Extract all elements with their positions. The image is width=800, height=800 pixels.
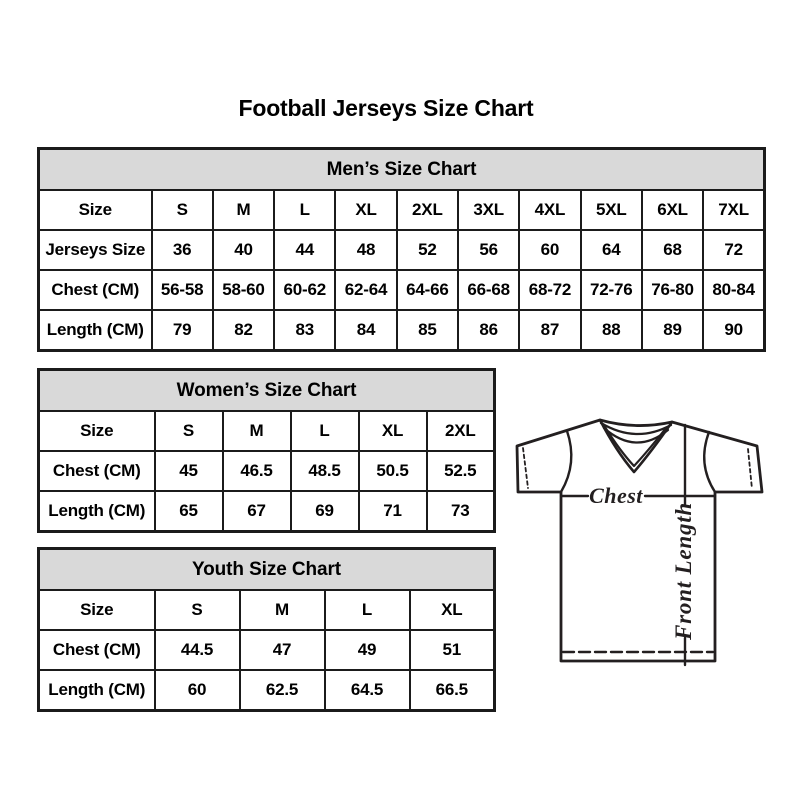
womens-value-cell: 50.5 — [359, 451, 427, 491]
womens-table-title: Women’s Size Chart — [39, 370, 495, 412]
mens-value-cell: 88 — [581, 310, 642, 351]
mens-table-row — [39, 310, 765, 351]
mens-value-cell: 56 — [458, 230, 519, 270]
mens-value-cell: 80-84 — [703, 270, 764, 310]
chest-label: Chest — [589, 483, 643, 508]
youth-row-label: Length (CM) — [39, 670, 155, 711]
mens-value-cell: 5XL — [581, 190, 642, 230]
mens-value-cell: 79 — [152, 310, 213, 351]
youth-value-cell: 47 — [240, 630, 325, 670]
youth-value-cell: M — [240, 590, 325, 630]
mens-table-title: Men’s Size Chart — [39, 149, 765, 191]
mens-value-cell: 86 — [458, 310, 519, 351]
mens-value-cell: 52 — [397, 230, 458, 270]
womens-row-label: Length (CM) — [39, 491, 155, 532]
mens-value-cell: 6XL — [642, 190, 703, 230]
youth-table-row — [39, 630, 495, 670]
mens-value-cell: 76-80 — [642, 270, 703, 310]
mens-value-cell: 68 — [642, 230, 703, 270]
mens-table-row — [39, 190, 765, 230]
youth-row-label: Chest (CM) — [39, 630, 155, 670]
mens-value-cell: 66-68 — [458, 270, 519, 310]
jersey-diagram-svg — [510, 416, 770, 670]
womens-value-cell: 65 — [155, 491, 223, 532]
womens-table-row — [39, 411, 495, 451]
mens-value-cell: 2XL — [397, 190, 458, 230]
mens-value-cell: 82 — [213, 310, 274, 351]
womens-value-cell: XL — [359, 411, 427, 451]
youth-value-cell: 51 — [410, 630, 495, 670]
youth-value-cell: 62.5 — [240, 670, 325, 711]
womens-row-label: Chest (CM) — [39, 451, 155, 491]
mens-value-cell: 48 — [335, 230, 396, 270]
womens-size-table — [37, 368, 496, 533]
mens-value-cell: 3XL — [458, 190, 519, 230]
mens-value-cell: 84 — [335, 310, 396, 351]
jersey-measurement-diagram — [510, 416, 770, 670]
mens-value-cell: 7XL — [703, 190, 764, 230]
mens-value-cell: 83 — [274, 310, 335, 351]
youth-value-cell: 66.5 — [410, 670, 495, 711]
womens-value-cell: 67 — [223, 491, 291, 532]
youth-value-cell: L — [325, 590, 410, 630]
mens-value-cell: 85 — [397, 310, 458, 351]
mens-value-cell: 64-66 — [397, 270, 458, 310]
youth-value-cell: XL — [410, 590, 495, 630]
mens-value-cell: 4XL — [519, 190, 580, 230]
womens-value-cell: 73 — [427, 491, 495, 532]
womens-table-row — [39, 491, 495, 532]
mens-value-cell: 72-76 — [581, 270, 642, 310]
front-length-label: Front Length — [671, 501, 696, 641]
mens-value-cell: 40 — [213, 230, 274, 270]
youth-value-cell: 64.5 — [325, 670, 410, 711]
womens-value-cell: 45 — [155, 451, 223, 491]
womens-value-cell: L — [291, 411, 359, 451]
womens-row-label: Size — [39, 411, 155, 451]
womens-value-cell: 2XL — [427, 411, 495, 451]
mens-row-label: Length (CM) — [39, 310, 152, 351]
mens-value-cell: S — [152, 190, 213, 230]
jersey-outline — [517, 420, 762, 661]
mens-value-cell: 72 — [703, 230, 764, 270]
womens-table-row — [39, 451, 495, 491]
youth-value-cell: S — [155, 590, 240, 630]
mens-value-cell: 62-64 — [335, 270, 396, 310]
youth-row-label: Size — [39, 590, 155, 630]
womens-value-cell: 52.5 — [427, 451, 495, 491]
mens-value-cell: 68-72 — [519, 270, 580, 310]
mens-row-label: Chest (CM) — [39, 270, 152, 310]
mens-table-row — [39, 270, 765, 310]
mens-value-cell: 87 — [519, 310, 580, 351]
mens-size-chart-section — [37, 147, 766, 352]
mens-value-cell: 56-58 — [152, 270, 213, 310]
mens-value-cell: 60 — [519, 230, 580, 270]
mens-size-table — [37, 147, 766, 352]
youth-table-row — [39, 670, 495, 711]
womens-value-cell: 71 — [359, 491, 427, 532]
mens-value-cell: 60-62 — [274, 270, 335, 310]
womens-value-cell: 69 — [291, 491, 359, 532]
mens-row-label: Jerseys Size — [39, 230, 152, 270]
youth-value-cell: 44.5 — [155, 630, 240, 670]
mens-value-cell: 36 — [152, 230, 213, 270]
mens-value-cell: XL — [335, 190, 396, 230]
mens-value-cell: 89 — [642, 310, 703, 351]
womens-size-chart-section — [37, 368, 496, 533]
womens-value-cell: M — [223, 411, 291, 451]
mens-value-cell: 44 — [274, 230, 335, 270]
womens-value-cell: 48.5 — [291, 451, 359, 491]
womens-value-cell: S — [155, 411, 223, 451]
mens-value-cell: 64 — [581, 230, 642, 270]
youth-size-table — [37, 547, 496, 712]
mens-row-label: Size — [39, 190, 152, 230]
youth-table-title: Youth Size Chart — [39, 549, 495, 591]
page-title: Football Jerseys Size Chart — [238, 95, 534, 121]
youth-table-row — [39, 590, 495, 630]
mens-value-cell: 58-60 — [213, 270, 274, 310]
womens-value-cell: 46.5 — [223, 451, 291, 491]
mens-table-row — [39, 230, 765, 270]
youth-size-chart-section — [37, 547, 496, 712]
mens-value-cell: 90 — [703, 310, 764, 351]
mens-value-cell: L — [274, 190, 335, 230]
mens-value-cell: M — [213, 190, 274, 230]
youth-value-cell: 49 — [325, 630, 410, 670]
youth-value-cell: 60 — [155, 670, 240, 711]
